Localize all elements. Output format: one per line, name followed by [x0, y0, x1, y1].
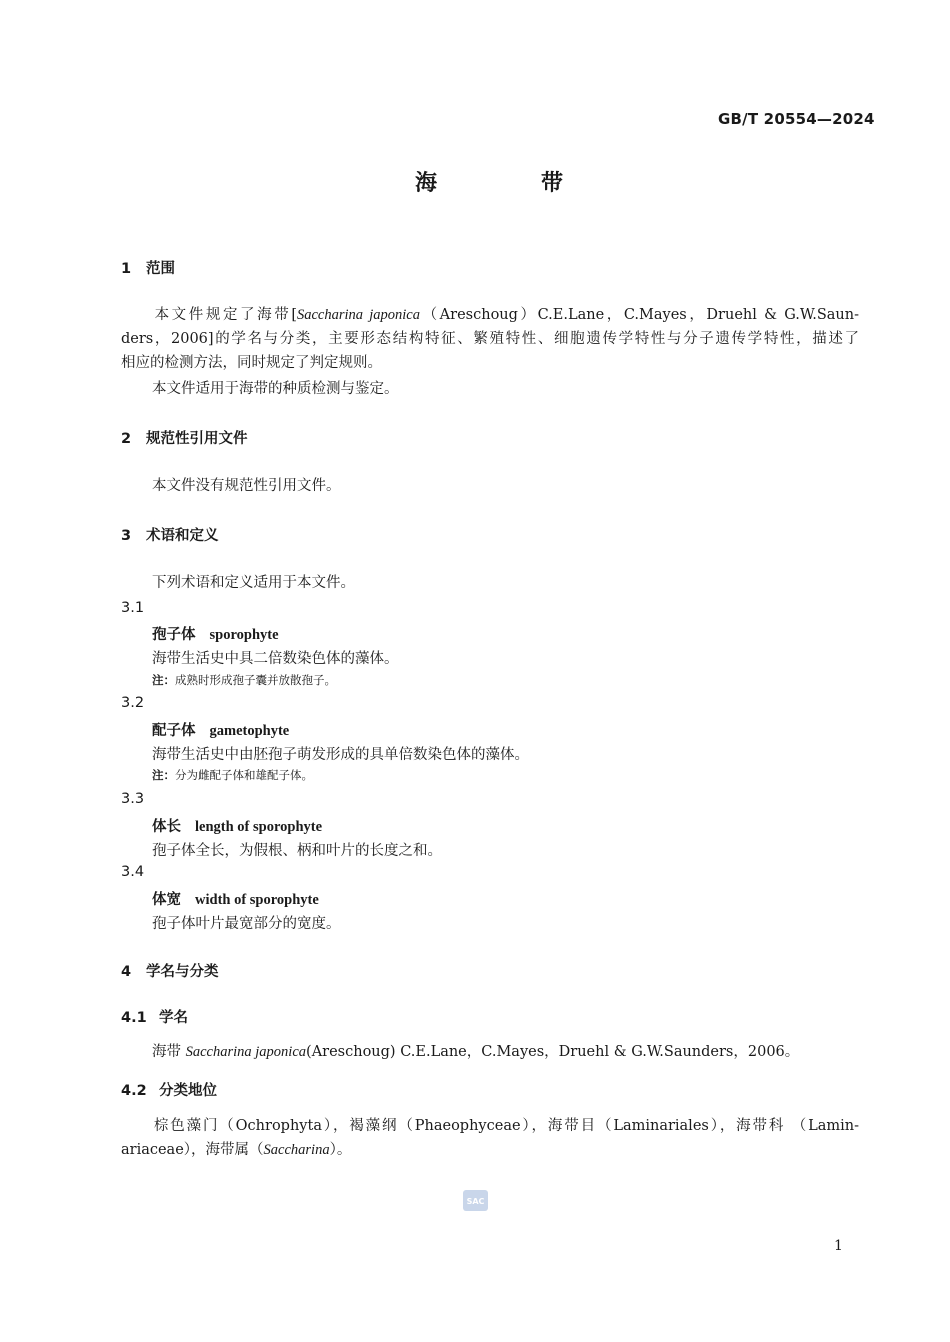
- subsection-number: 4.1: [121, 1010, 147, 1026]
- text-run: 本文件没有规范性引用文件。: [152, 478, 341, 494]
- section-3-intro: [121, 571, 859, 595]
- text-run: （Areschoug）C.E.Lane，C.Mayes，Druehl & G.W.Saun-: [420, 307, 860, 323]
- note-label: 注：: [152, 768, 175, 782]
- section-3-heading: [121, 524, 219, 545]
- term-definition: 海带生活史中由胚孢子萌发形成的具单倍数染色体的藻体。: [152, 747, 529, 763]
- section-title: 术语和定义: [146, 528, 219, 544]
- term-number: 3.1: [121, 600, 145, 616]
- term-definition: 孢子体叶片最宽部分的宽度。: [152, 916, 341, 932]
- page-number: 1: [834, 1238, 843, 1254]
- term-zh: 体宽: [152, 892, 181, 908]
- section-2-heading: [121, 427, 248, 448]
- term-zh: 配子体: [152, 723, 196, 739]
- document-title-char-2: 带: [541, 171, 564, 196]
- term-definition: 孢子体全长，为假根、柄和叶片的长度之和。: [152, 843, 442, 859]
- text-run: 下列术语和定义适用于本文件。: [152, 575, 355, 591]
- section-number: 1: [121, 261, 132, 277]
- scientific-name: Saccharina japonica: [185, 1044, 307, 1060]
- section-title: 规范性引用文件: [146, 431, 248, 447]
- text-run: 本文件适用于海带的种质检测与鉴定。: [152, 381, 399, 397]
- logo-text: SAC: [466, 1197, 485, 1206]
- term-heading: [152, 623, 279, 644]
- term-zh: 体长: [152, 819, 181, 835]
- text-run: 棕色藻门（Ochrophyta），褐藻纲（Phaeophyceae），海带目（Laminariales），海带科 （Lamin-: [152, 1118, 859, 1134]
- term-heading: [152, 815, 322, 836]
- section-1-paragraph-2: [121, 377, 859, 401]
- subsection-4-1-heading: [121, 1006, 188, 1027]
- text-run: ）。: [329, 1142, 352, 1158]
- term-en: gametophyte: [209, 723, 290, 739]
- note-text: 分为雌配子体和雄配子体。: [175, 768, 313, 782]
- term-definition: 海带生活史中具二倍数染色体的藻体。: [152, 651, 399, 667]
- section-2-paragraph: [121, 474, 859, 498]
- paragraph-line-2: ders，2006]的学名与分类，主要形态结构特征、繁殖特性、细胞遗传学特性与分子遗传学特性，描述了: [121, 331, 859, 347]
- sac-logo-watermark: [463, 1190, 488, 1211]
- subsection-4-2-heading: [121, 1079, 217, 1100]
- term-note: [152, 672, 336, 688]
- scientific-name-paragraph: [121, 1040, 859, 1064]
- section-1-paragraph-1: [121, 303, 859, 375]
- standard-number: GB/T 20554—2024: [718, 110, 875, 128]
- term-number: 3.3: [121, 791, 145, 807]
- section-1-heading: [121, 257, 175, 278]
- section-4-heading: [121, 960, 219, 981]
- term-zh: 孢子体: [152, 627, 196, 643]
- term-en: width of sporophyte: [195, 892, 319, 908]
- term-heading: [152, 719, 289, 740]
- note-label: 注：: [152, 673, 175, 687]
- term-note: [152, 767, 313, 783]
- term-en: sporophyte: [209, 627, 279, 643]
- term-number: 3.2: [121, 695, 145, 711]
- section-number: 4: [121, 964, 132, 980]
- scientific-name: Saccharina japonica: [296, 307, 420, 323]
- term-heading: [152, 888, 319, 909]
- note-text: 成熟时形成孢子囊并放散孢子。: [175, 673, 336, 687]
- text-run: 本文件规定了海带[: [152, 307, 297, 323]
- section-title: 学名与分类: [146, 964, 219, 980]
- classification-paragraph: [121, 1114, 859, 1162]
- paragraph-line-3: 相应的检测方法，同时规定了判定规则。: [121, 355, 382, 371]
- text-run: ariaceae），海带属（: [121, 1142, 264, 1158]
- paragraph-line-1: [121, 303, 859, 327]
- paragraph-line-1: [121, 1114, 859, 1138]
- text-run: (Areschoug) C.E.Lane，C.Mayes，Druehl & G.W.Saunders，2006。: [306, 1044, 800, 1060]
- subsection-number: 4.2: [121, 1083, 147, 1099]
- paragraph-line-2: [121, 1138, 859, 1162]
- subsection-title: 学名: [159, 1010, 188, 1026]
- subsection-title: 分类地位: [159, 1083, 217, 1099]
- section-number: 2: [121, 431, 132, 447]
- section-number: 3: [121, 528, 132, 544]
- genus-name: Saccharina: [263, 1142, 330, 1158]
- text-run: 海带: [152, 1044, 186, 1060]
- term-number: 3.4: [121, 864, 145, 880]
- section-title: 范围: [146, 261, 175, 277]
- term-en: length of sporophyte: [195, 819, 323, 835]
- document-title-char-1: 海: [415, 171, 438, 196]
